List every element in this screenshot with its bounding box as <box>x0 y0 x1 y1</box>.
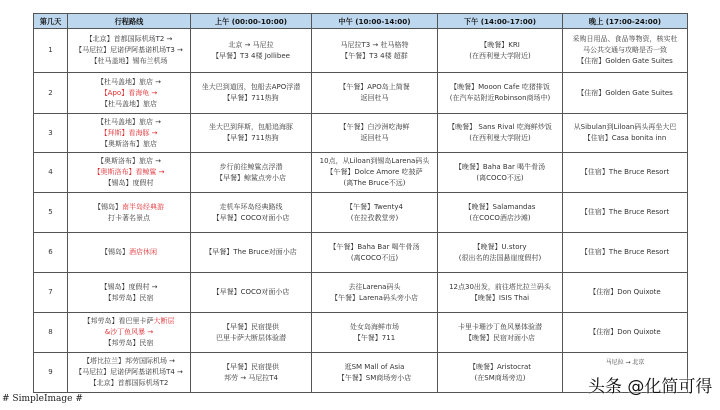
evening-line: 【住宿】The Bruce Resort <box>580 208 670 216</box>
noon-line: 【午餐】SM商场旁小店 <box>337 373 412 382</box>
evening-cell <box>563 273 688 313</box>
afternoon-line: 【晚餐】Aristocrat <box>468 362 532 371</box>
route-highlight: 大断层 <box>153 317 175 325</box>
afternoon-cell <box>438 193 563 233</box>
route-text: 【马尼拉】尼诺伊阿基诺机场T3 → <box>75 46 183 54</box>
morning-line: 【早餐】民宿提供 <box>223 362 279 371</box>
route-text: 【杜马盖地】锡布兰机场 <box>90 57 168 65</box>
morning-line: 【早餐】COCO对面小店 <box>212 213 290 222</box>
noon-cell <box>312 153 438 193</box>
route-text: 【邦劳岛】民宿 <box>104 339 154 347</box>
route-line <box>70 282 188 293</box>
evening-cell <box>563 73 688 114</box>
header-day: 第几天 <box>34 14 68 29</box>
route-line <box>70 356 188 367</box>
table-row <box>34 273 688 313</box>
day-cell: 5 <box>34 193 68 233</box>
noon-line: 【午餐】Dolce Amore 吃披萨 <box>326 168 423 176</box>
route-cell <box>68 73 191 114</box>
route-line <box>70 316 188 327</box>
route-text: 【北京】首都国际机场T2 → <box>85 35 173 43</box>
table-row <box>34 73 688 114</box>
afternoon-cell <box>438 353 563 393</box>
noon-line: (在拉孜教堂旁) <box>350 213 399 222</box>
afternoon-line: (离COCO不远) <box>476 173 524 182</box>
morning-cell <box>191 193 312 233</box>
route-cell <box>68 153 191 193</box>
evening-cell <box>563 29 688 73</box>
noon-line: 返回杜马 <box>360 94 389 102</box>
afternoon-cell <box>438 29 563 73</box>
evening-cell <box>563 313 688 353</box>
itinerary-body <box>34 29 688 393</box>
itinerary-table <box>33 13 688 393</box>
noon-cell <box>312 29 438 73</box>
noon-line: 返回杜马 <box>360 134 389 142</box>
noon-line: 去往Larena码头 <box>348 282 401 291</box>
morning-line: 邦劳 → 马尼拉T4 <box>223 373 279 382</box>
route-text: 【杜马盖地】旅店 → <box>96 77 162 86</box>
route-text: 【邦劳岛】民宿 <box>104 293 154 302</box>
noon-cell <box>312 353 438 393</box>
morning-cell <box>191 114 312 153</box>
noon-cell <box>312 73 438 114</box>
route-line <box>70 327 188 338</box>
noon-line: 【午餐】Larena码头旁小店 <box>331 293 418 302</box>
morning-cell <box>191 353 312 393</box>
route-line <box>70 45 188 56</box>
route-text: 【锡岛】度假村 → <box>100 282 158 291</box>
afternoon-line: 【晚餐】KRI <box>480 40 520 49</box>
evening-line: 采购日用品、食品等物资，核实杜 <box>572 35 678 43</box>
evening-line: 【住宿】Golden Gate Suites <box>577 88 673 97</box>
noon-line: 【午餐】白沙洲吃海鲜 <box>339 123 410 131</box>
route-cell <box>68 273 191 313</box>
route-cell <box>68 29 191 73</box>
day-cell: 9 <box>34 353 68 393</box>
evening-line: 【住宿】Golden Gate Suites <box>577 57 673 65</box>
morning-cell <box>191 29 312 73</box>
route-highlight: 酒店休闲 <box>129 248 157 256</box>
route-line <box>70 213 188 224</box>
watermark: 头条 @化简可得 <box>588 377 713 397</box>
afternoon-line: 【晚餐】Mooon Cafe 吃猪排饭 <box>450 83 550 91</box>
afternoon-line: 【晚餐】民宿对面小店 <box>465 333 535 342</box>
morning-cell <box>191 313 312 353</box>
afternoon-line: (在SM商场旁边) <box>474 373 526 382</box>
noon-cell <box>312 114 438 153</box>
route-line <box>70 139 188 150</box>
noon-line: 【午餐】T3 4楼 超群 <box>341 51 408 60</box>
day-cell: 3 <box>34 114 68 153</box>
table-row <box>34 114 688 153</box>
route-line <box>70 367 188 378</box>
route-line <box>70 338 188 349</box>
table-row <box>34 193 688 233</box>
morning-line: 北京 → 马尼拉 <box>228 40 274 49</box>
route-line <box>70 56 188 67</box>
route-line <box>70 178 188 189</box>
route-line <box>70 167 188 178</box>
noon-cell <box>312 193 438 233</box>
afternoon-cell <box>438 73 563 114</box>
route-line <box>70 88 188 99</box>
route-line <box>70 202 188 213</box>
route-line <box>70 293 188 304</box>
route-text: 【锡岛】 <box>94 202 122 211</box>
evening-line: 马公共交通与攻略是否一致 <box>583 46 667 54</box>
morning-cell <box>191 273 312 313</box>
table-row <box>34 29 688 73</box>
morning-line: 【早餐】鲸鲨点旁小店 <box>216 173 286 182</box>
afternoon-line: 【晚餐】ISIS Thai <box>470 293 530 302</box>
evening-cell <box>563 153 688 193</box>
afternoon-line: 【晚餐】 Sans Rival 吃海鲜炒饭 <box>448 123 552 131</box>
morning-line: 坐大巴到拜斯，包船追海豚 <box>209 123 293 131</box>
noon-line: (离The Bruce不远) <box>343 179 406 187</box>
route-line <box>70 247 188 258</box>
route-text: 【奥斯洛布】看鲸鲨 → <box>93 168 165 176</box>
noon-line: 马尼拉T3 → 杜马格特 <box>340 40 409 49</box>
noon-line: 处女岛海鲜市场 <box>350 322 399 331</box>
route-text: 【锡岛】 <box>101 248 129 256</box>
evening-cell <box>563 193 688 233</box>
route-text: 【马尼拉】尼诺伊阿基诺机场T4 → <box>75 368 183 376</box>
footer-tag: # SimpleImage # <box>2 394 83 404</box>
route-cell <box>68 233 191 273</box>
noon-line: 【午餐】Twenty4 <box>346 202 403 211</box>
afternoon-cell <box>438 233 563 273</box>
evening-line: 从Sibulan到Liloan码头再坐大巴 <box>573 123 677 131</box>
noon-line: 【午餐】Baha Bar 喝牛骨汤 <box>329 242 420 251</box>
evening-line: 【住宿】The Bruce Resort <box>580 168 670 176</box>
route-line <box>70 34 188 45</box>
table-row <box>34 313 688 353</box>
morning-line: 走机车环岛经典路线 <box>219 202 283 211</box>
day-cell: 6 <box>34 233 68 273</box>
afternoon-line: 【晚餐】U.story <box>473 242 527 251</box>
afternoon-line: 卡里卡珊沙丁鱼风暴体验潜 <box>458 322 542 331</box>
header-noon: 中午 (10:00-14:00) <box>312 14 438 29</box>
table-row <box>34 153 688 193</box>
header-route: 行程路线 <box>68 14 191 29</box>
morning-cell <box>191 73 312 114</box>
route-line <box>70 77 188 88</box>
route-line <box>70 128 188 139</box>
afternoon-line: (在西利曼大学附近) <box>469 134 531 142</box>
morning-line: 【早餐】711热狗 <box>223 134 279 142</box>
afternoon-cell <box>438 273 563 313</box>
noon-cell <box>312 313 438 353</box>
afternoon-line: (在西利曼大学附近) <box>469 51 531 60</box>
route-text: 【杜马盖地】旅店 → <box>96 117 162 126</box>
noon-line: 【午餐】APO岛上简餐 <box>339 83 410 91</box>
evening-cell <box>563 233 688 273</box>
noon-cell <box>312 233 438 273</box>
route-text: 【北京】首都国际机场T2 <box>89 379 169 387</box>
morning-line: 步行前往鲸鲨点浮潜 <box>219 162 283 171</box>
evening-line: 马尼拉 → 北京 <box>605 359 645 366</box>
evening-line: 【住宿】The Bruce Resort <box>580 248 670 256</box>
day-cell: 1 <box>34 29 68 73</box>
route-line <box>70 99 188 110</box>
route-text: 【杜马盖地】旅店 <box>101 99 157 108</box>
route-highlight: 南半岛经典游 <box>122 202 164 211</box>
afternoon-cell <box>438 153 563 193</box>
route-cell <box>68 353 191 393</box>
route-text: 打卡著名景点 <box>108 213 150 222</box>
route-cell <box>68 193 191 233</box>
noon-line: 10点，从Liloan到锡岛Larena码头 <box>319 157 430 165</box>
day-cell: 7 <box>34 273 68 313</box>
route-cell <box>68 114 191 153</box>
day-cell: 2 <box>34 73 68 114</box>
route-cell <box>68 313 191 353</box>
route-text: 【塔比拉兰】邦劳国际机场 → <box>82 357 176 365</box>
morning-line: 【早餐】711热狗 <box>223 94 279 102</box>
header-morning: 上午 (00:00-10:00) <box>191 14 312 29</box>
afternoon-line: 12点30出发，前往塔比拉兰码头 <box>449 282 551 291</box>
evening-line: 【住宿】Don Quixote <box>589 328 661 336</box>
morning-line: 【早餐】民宿提供 <box>223 322 279 331</box>
evening-cell <box>563 114 688 153</box>
table-row <box>34 233 688 273</box>
header-afternoon: 下午 (14:00-17:00) <box>438 14 563 29</box>
route-line <box>70 378 188 389</box>
noon-line: 【午餐】711 <box>353 333 396 342</box>
route-text: 【邦劳岛】看巴里卡萨 <box>83 317 154 325</box>
afternoon-line: 【晚餐】Salamandas <box>464 202 536 211</box>
morning-cell <box>191 153 312 193</box>
afternoon-cell <box>438 313 563 353</box>
noon-line: (离COCO不远) <box>350 253 399 262</box>
day-cell: 4 <box>34 153 68 193</box>
route-text: 【拜斯】看海豚 → <box>100 128 158 137</box>
afternoon-line: (在汽车站附近Robinson商场中) <box>449 94 551 102</box>
route-text: 【奥斯洛布】旅店 → <box>96 157 162 165</box>
route-text: 【奥斯洛布】旅店 <box>101 139 157 148</box>
morning-line: 巴里卡萨大断层体验潜 <box>216 333 286 342</box>
morning-line: 【早餐】COCO对面小店 <box>212 288 290 296</box>
noon-cell <box>312 273 438 313</box>
route-line <box>70 117 188 128</box>
morning-line: 坐大巴到道因，包船去APO浮潜 <box>201 83 301 91</box>
route-text: 【Apo】看海龟 → <box>100 88 158 97</box>
morning-line: 【早餐】The Bruce对面小店 <box>205 248 297 256</box>
afternoon-line: 【晚餐】Baha Bar 喝牛骨汤 <box>454 162 546 171</box>
afternoon-line: (很出名的法国悬崖度假村) <box>458 253 542 262</box>
day-cell: 8 <box>34 313 68 353</box>
route-text: 【锡岛】度假村 <box>104 179 154 187</box>
header-row <box>34 14 688 29</box>
afternoon-cell <box>438 114 563 153</box>
noon-line: 逛SM Mall of Asia <box>344 362 405 371</box>
header-evening: 晚上 (17:00-24:00) <box>563 14 688 29</box>
evening-line: 【住宿】Casa bonita inn <box>583 134 667 142</box>
morning-line: 【早餐】T3 4楼 Jollibee <box>212 51 290 60</box>
route-line <box>70 156 188 167</box>
morning-cell <box>191 233 312 273</box>
evening-line: 【住宿】Don Quixote <box>589 288 661 296</box>
route-text: &沙丁鱼风暴 → <box>104 328 154 336</box>
afternoon-line: (在COCO酒店沙滩) <box>469 213 531 222</box>
